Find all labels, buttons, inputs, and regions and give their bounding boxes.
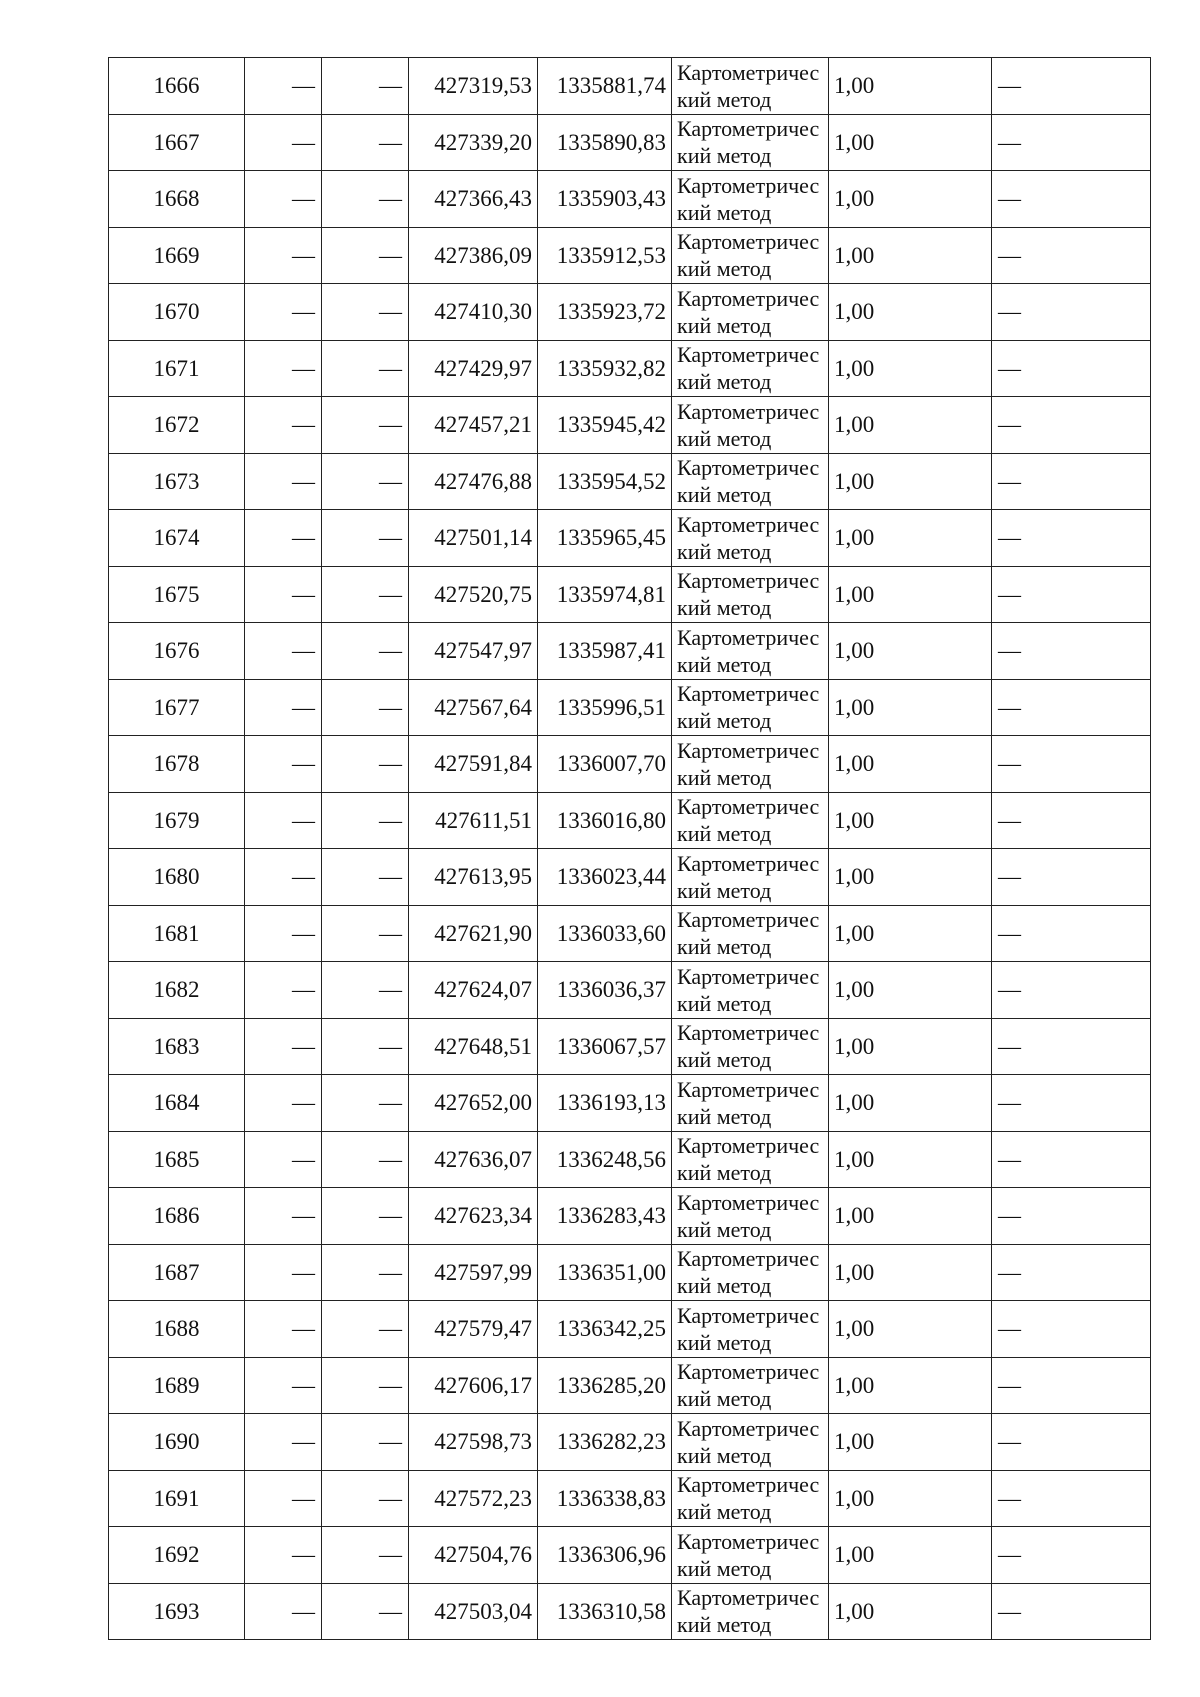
description-cell: —	[992, 1470, 1151, 1527]
x-coordinate-cell: 427613,95	[409, 849, 538, 906]
empty-value-cell: —	[322, 962, 409, 1019]
empty-value-cell: —	[322, 284, 409, 341]
description-cell: —	[992, 453, 1151, 510]
accuracy-cell: 1,00	[829, 510, 992, 567]
description-cell: —	[992, 1414, 1151, 1471]
table-row	[109, 566, 1151, 623]
description-cell: —	[992, 679, 1151, 736]
point-number-cell: 1667	[109, 114, 245, 171]
empty-value-cell: —	[322, 1244, 409, 1301]
y-coordinate-cell: 1336036,37	[538, 962, 672, 1019]
x-coordinate-cell: 427503,04	[409, 1583, 538, 1640]
method-cell: Картометрический метод	[672, 905, 829, 962]
point-number-cell: 1673	[109, 453, 245, 510]
description-cell: —	[992, 58, 1151, 115]
x-coordinate-cell: 427621,90	[409, 905, 538, 962]
description-cell: —	[992, 1527, 1151, 1584]
description-cell: —	[992, 566, 1151, 623]
empty-value-cell: —	[245, 679, 322, 736]
point-number-cell: 1688	[109, 1301, 245, 1358]
table-row	[109, 1357, 1151, 1414]
y-coordinate-cell: 1336351,00	[538, 1244, 672, 1301]
accuracy-cell: 1,00	[829, 1244, 992, 1301]
y-coordinate-cell: 1336283,43	[538, 1188, 672, 1245]
y-coordinate-cell: 1336023,44	[538, 849, 672, 906]
empty-value-cell: —	[245, 114, 322, 171]
accuracy-cell: 1,00	[829, 171, 992, 228]
y-coordinate-cell: 1335890,83	[538, 114, 672, 171]
empty-value-cell: —	[245, 623, 322, 680]
empty-value-cell: —	[322, 679, 409, 736]
method-cell: Картометрический метод	[672, 453, 829, 510]
accuracy-cell: 1,00	[829, 453, 992, 510]
y-coordinate-cell: 1336282,23	[538, 1414, 672, 1471]
empty-value-cell: —	[245, 1301, 322, 1358]
table-row	[109, 792, 1151, 849]
y-coordinate-cell: 1336033,60	[538, 905, 672, 962]
x-coordinate-cell: 427624,07	[409, 962, 538, 1019]
table-row	[109, 114, 1151, 171]
point-number-cell: 1676	[109, 623, 245, 680]
empty-value-cell: —	[245, 1470, 322, 1527]
accuracy-cell: 1,00	[829, 1583, 992, 1640]
y-coordinate-cell: 1336007,70	[538, 736, 672, 793]
coordinates-table	[108, 57, 1151, 1640]
x-coordinate-cell: 427457,21	[409, 397, 538, 454]
accuracy-cell: 1,00	[829, 849, 992, 906]
table-row	[109, 623, 1151, 680]
empty-value-cell: —	[322, 114, 409, 171]
table-row	[109, 58, 1151, 115]
x-coordinate-cell: 427547,97	[409, 623, 538, 680]
empty-value-cell: —	[322, 623, 409, 680]
description-cell: —	[992, 1018, 1151, 1075]
point-number-cell: 1687	[109, 1244, 245, 1301]
y-coordinate-cell: 1335912,53	[538, 227, 672, 284]
empty-value-cell: —	[322, 171, 409, 228]
x-coordinate-cell: 427429,97	[409, 340, 538, 397]
y-coordinate-cell: 1336310,58	[538, 1583, 672, 1640]
table-row	[109, 1131, 1151, 1188]
description-cell: —	[992, 114, 1151, 171]
empty-value-cell: —	[245, 453, 322, 510]
y-coordinate-cell: 1336016,80	[538, 792, 672, 849]
accuracy-cell: 1,00	[829, 284, 992, 341]
description-cell: —	[992, 962, 1151, 1019]
point-number-cell: 1684	[109, 1075, 245, 1132]
empty-value-cell: —	[322, 1188, 409, 1245]
empty-value-cell: —	[322, 1301, 409, 1358]
method-cell: Картометрический метод	[672, 340, 829, 397]
empty-value-cell: —	[245, 340, 322, 397]
x-coordinate-cell: 427339,20	[409, 114, 538, 171]
table-row	[109, 397, 1151, 454]
y-coordinate-cell: 1336067,57	[538, 1018, 672, 1075]
y-coordinate-cell: 1335996,51	[538, 679, 672, 736]
accuracy-cell: 1,00	[829, 566, 992, 623]
accuracy-cell: 1,00	[829, 1357, 992, 1414]
x-coordinate-cell: 427501,14	[409, 510, 538, 567]
empty-value-cell: —	[322, 510, 409, 567]
y-coordinate-cell: 1335881,74	[538, 58, 672, 115]
point-number-cell: 1691	[109, 1470, 245, 1527]
accuracy-cell: 1,00	[829, 1414, 992, 1471]
description-cell: —	[992, 1583, 1151, 1640]
point-number-cell: 1672	[109, 397, 245, 454]
x-coordinate-cell: 427476,88	[409, 453, 538, 510]
empty-value-cell: —	[322, 1470, 409, 1527]
y-coordinate-cell: 1336248,56	[538, 1131, 672, 1188]
description-cell: —	[992, 510, 1151, 567]
empty-value-cell: —	[245, 1583, 322, 1640]
empty-value-cell: —	[322, 453, 409, 510]
empty-value-cell: —	[245, 566, 322, 623]
table-row	[109, 905, 1151, 962]
x-coordinate-cell: 427636,07	[409, 1131, 538, 1188]
table-row	[109, 227, 1151, 284]
y-coordinate-cell: 1336306,96	[538, 1527, 672, 1584]
empty-value-cell: —	[322, 397, 409, 454]
method-cell: Картометрический метод	[672, 1131, 829, 1188]
point-number-cell: 1666	[109, 58, 245, 115]
accuracy-cell: 1,00	[829, 1131, 992, 1188]
accuracy-cell: 1,00	[829, 1018, 992, 1075]
method-cell: Картометрический метод	[672, 736, 829, 793]
description-cell: —	[992, 623, 1151, 680]
method-cell: Картометрический метод	[672, 1527, 829, 1584]
empty-value-cell: —	[245, 227, 322, 284]
y-coordinate-cell: 1335987,41	[538, 623, 672, 680]
description-cell: —	[992, 1131, 1151, 1188]
description-cell: —	[992, 905, 1151, 962]
description-cell: —	[992, 397, 1151, 454]
empty-value-cell: —	[322, 736, 409, 793]
point-number-cell: 1683	[109, 1018, 245, 1075]
empty-value-cell: —	[245, 905, 322, 962]
point-number-cell: 1686	[109, 1188, 245, 1245]
x-coordinate-cell: 427366,43	[409, 171, 538, 228]
point-number-cell: 1692	[109, 1527, 245, 1584]
empty-value-cell: —	[245, 1357, 322, 1414]
empty-value-cell: —	[245, 1244, 322, 1301]
x-coordinate-cell: 427648,51	[409, 1018, 538, 1075]
x-coordinate-cell: 427319,53	[409, 58, 538, 115]
table-row	[109, 1301, 1151, 1358]
empty-value-cell: —	[322, 566, 409, 623]
point-number-cell: 1671	[109, 340, 245, 397]
y-coordinate-cell: 1335923,72	[538, 284, 672, 341]
table-row	[109, 1583, 1151, 1640]
y-coordinate-cell: 1335974,81	[538, 566, 672, 623]
empty-value-cell: —	[322, 227, 409, 284]
table-row	[109, 736, 1151, 793]
accuracy-cell: 1,00	[829, 962, 992, 1019]
table-row	[109, 1075, 1151, 1132]
method-cell: Картометрический метод	[672, 566, 829, 623]
y-coordinate-cell: 1336342,25	[538, 1301, 672, 1358]
method-cell: Картометрический метод	[672, 1583, 829, 1640]
method-cell: Картометрический метод	[672, 114, 829, 171]
accuracy-cell: 1,00	[829, 623, 992, 680]
empty-value-cell: —	[322, 792, 409, 849]
table-row	[109, 849, 1151, 906]
description-cell: —	[992, 849, 1151, 906]
table-body	[109, 58, 1151, 1640]
empty-value-cell: —	[322, 1357, 409, 1414]
table-row	[109, 1527, 1151, 1584]
empty-value-cell: —	[245, 792, 322, 849]
accuracy-cell: 1,00	[829, 114, 992, 171]
empty-value-cell: —	[322, 849, 409, 906]
accuracy-cell: 1,00	[829, 1075, 992, 1132]
method-cell: Картометрический метод	[672, 171, 829, 228]
y-coordinate-cell: 1336285,20	[538, 1357, 672, 1414]
empty-value-cell: —	[322, 1131, 409, 1188]
method-cell: Картометрический метод	[672, 1470, 829, 1527]
x-coordinate-cell: 427386,09	[409, 227, 538, 284]
table-row	[109, 1244, 1151, 1301]
point-number-cell: 1670	[109, 284, 245, 341]
point-number-cell: 1669	[109, 227, 245, 284]
accuracy-cell: 1,00	[829, 397, 992, 454]
x-coordinate-cell: 427520,75	[409, 566, 538, 623]
point-number-cell: 1681	[109, 905, 245, 962]
description-cell: —	[992, 227, 1151, 284]
accuracy-cell: 1,00	[829, 1470, 992, 1527]
accuracy-cell: 1,00	[829, 340, 992, 397]
method-cell: Картометрический метод	[672, 1188, 829, 1245]
method-cell: Картометрический метод	[672, 1301, 829, 1358]
accuracy-cell: 1,00	[829, 1301, 992, 1358]
y-coordinate-cell: 1335954,52	[538, 453, 672, 510]
table-row	[109, 453, 1151, 510]
table-row	[109, 1188, 1151, 1245]
empty-value-cell: —	[245, 1018, 322, 1075]
point-number-cell: 1679	[109, 792, 245, 849]
empty-value-cell: —	[245, 1075, 322, 1132]
method-cell: Картометрический метод	[672, 1244, 829, 1301]
accuracy-cell: 1,00	[829, 227, 992, 284]
description-cell: —	[992, 1244, 1151, 1301]
x-coordinate-cell: 427606,17	[409, 1357, 538, 1414]
table-row	[109, 510, 1151, 567]
description-cell: —	[992, 1301, 1151, 1358]
empty-value-cell: —	[322, 340, 409, 397]
method-cell: Картометрический метод	[672, 510, 829, 567]
point-number-cell: 1689	[109, 1357, 245, 1414]
y-coordinate-cell: 1335945,42	[538, 397, 672, 454]
method-cell: Картометрический метод	[672, 792, 829, 849]
accuracy-cell: 1,00	[829, 736, 992, 793]
accuracy-cell: 1,00	[829, 58, 992, 115]
empty-value-cell: —	[245, 1527, 322, 1584]
method-cell: Картометрический метод	[672, 1414, 829, 1471]
x-coordinate-cell: 427591,84	[409, 736, 538, 793]
empty-value-cell: —	[245, 736, 322, 793]
accuracy-cell: 1,00	[829, 1188, 992, 1245]
table-row	[109, 1470, 1151, 1527]
method-cell: Картометрический метод	[672, 623, 829, 680]
description-cell: —	[992, 736, 1151, 793]
x-coordinate-cell: 427652,00	[409, 1075, 538, 1132]
empty-value-cell: —	[245, 510, 322, 567]
table-row	[109, 679, 1151, 736]
description-cell: —	[992, 171, 1151, 228]
empty-value-cell: —	[245, 849, 322, 906]
point-number-cell: 1693	[109, 1583, 245, 1640]
description-cell: —	[992, 284, 1151, 341]
empty-value-cell: —	[245, 962, 322, 1019]
x-coordinate-cell: 427410,30	[409, 284, 538, 341]
method-cell: Картометрический метод	[672, 1075, 829, 1132]
description-cell: —	[992, 792, 1151, 849]
empty-value-cell: —	[245, 1131, 322, 1188]
table-row	[109, 1018, 1151, 1075]
method-cell: Картометрический метод	[672, 849, 829, 906]
empty-value-cell: —	[322, 58, 409, 115]
method-cell: Картометрический метод	[672, 962, 829, 1019]
description-cell: —	[992, 1357, 1151, 1414]
table-row	[109, 340, 1151, 397]
empty-value-cell: —	[245, 58, 322, 115]
x-coordinate-cell: 427567,64	[409, 679, 538, 736]
accuracy-cell: 1,00	[829, 905, 992, 962]
empty-value-cell: —	[245, 284, 322, 341]
table-row	[109, 962, 1151, 1019]
empty-value-cell: —	[245, 1188, 322, 1245]
description-cell: —	[992, 1188, 1151, 1245]
point-number-cell: 1677	[109, 679, 245, 736]
accuracy-cell: 1,00	[829, 1527, 992, 1584]
y-coordinate-cell: 1335965,45	[538, 510, 672, 567]
empty-value-cell: —	[322, 1414, 409, 1471]
method-cell: Картометрический метод	[672, 284, 829, 341]
method-cell: Картометрический метод	[672, 58, 829, 115]
method-cell: Картометрический метод	[672, 1018, 829, 1075]
table-row	[109, 1414, 1151, 1471]
x-coordinate-cell: 427623,34	[409, 1188, 538, 1245]
method-cell: Картометрический метод	[672, 397, 829, 454]
x-coordinate-cell: 427598,73	[409, 1414, 538, 1471]
method-cell: Картометрический метод	[672, 227, 829, 284]
description-cell: —	[992, 1075, 1151, 1132]
x-coordinate-cell: 427579,47	[409, 1301, 538, 1358]
point-number-cell: 1685	[109, 1131, 245, 1188]
empty-value-cell: —	[245, 397, 322, 454]
empty-value-cell: —	[322, 1075, 409, 1132]
point-number-cell: 1674	[109, 510, 245, 567]
empty-value-cell: —	[322, 1018, 409, 1075]
x-coordinate-cell: 427597,99	[409, 1244, 538, 1301]
empty-value-cell: —	[322, 905, 409, 962]
x-coordinate-cell: 427611,51	[409, 792, 538, 849]
point-number-cell: 1668	[109, 171, 245, 228]
point-number-cell: 1680	[109, 849, 245, 906]
y-coordinate-cell: 1336338,83	[538, 1470, 672, 1527]
table-row	[109, 171, 1151, 228]
accuracy-cell: 1,00	[829, 679, 992, 736]
y-coordinate-cell: 1336193,13	[538, 1075, 672, 1132]
point-number-cell: 1690	[109, 1414, 245, 1471]
point-number-cell: 1678	[109, 736, 245, 793]
description-cell: —	[992, 340, 1151, 397]
method-cell: Картометрический метод	[672, 679, 829, 736]
y-coordinate-cell: 1335932,82	[538, 340, 672, 397]
x-coordinate-cell: 427572,23	[409, 1470, 538, 1527]
point-number-cell: 1682	[109, 962, 245, 1019]
empty-value-cell: —	[322, 1527, 409, 1584]
y-coordinate-cell: 1335903,43	[538, 171, 672, 228]
x-coordinate-cell: 427504,76	[409, 1527, 538, 1584]
empty-value-cell: —	[322, 1583, 409, 1640]
method-cell: Картометрический метод	[672, 1357, 829, 1414]
table-row	[109, 284, 1151, 341]
point-number-cell: 1675	[109, 566, 245, 623]
empty-value-cell: —	[245, 171, 322, 228]
accuracy-cell: 1,00	[829, 792, 992, 849]
empty-value-cell: —	[245, 1414, 322, 1471]
